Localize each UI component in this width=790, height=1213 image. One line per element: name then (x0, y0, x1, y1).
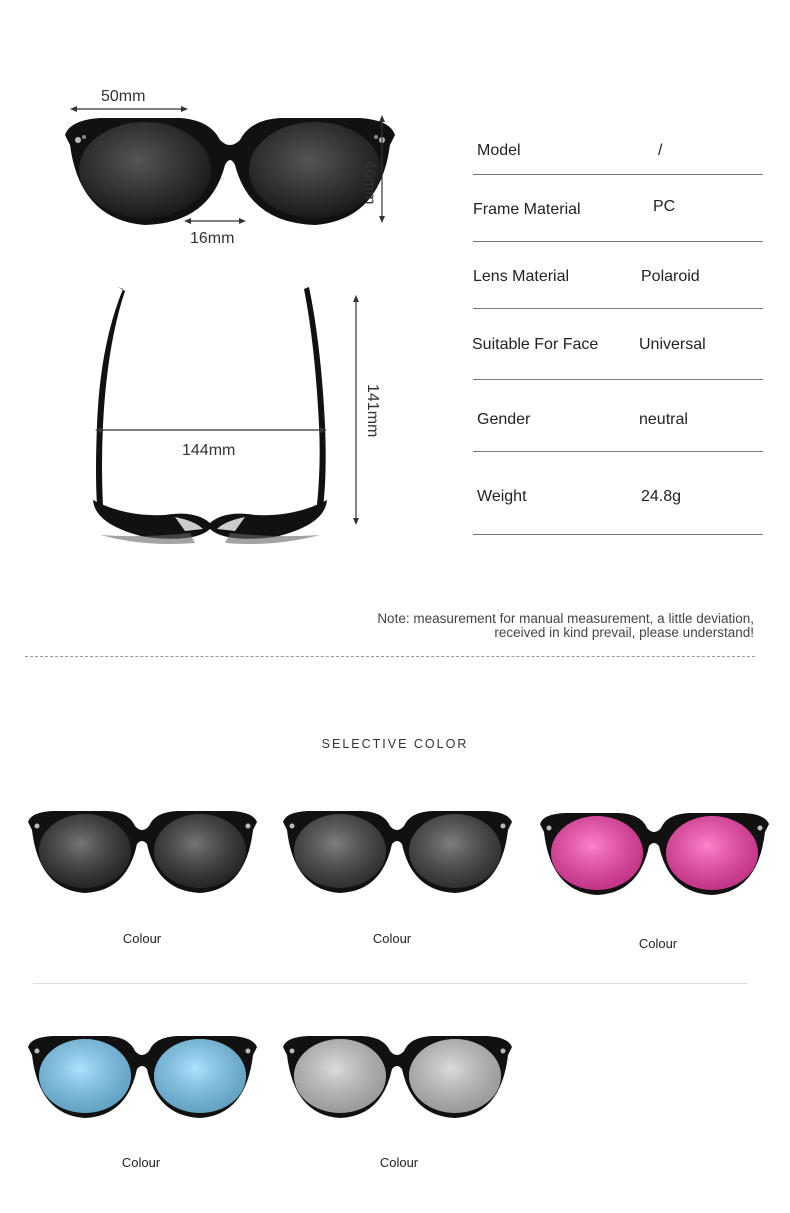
color-option-1-glasses[interactable] (25, 808, 260, 898)
colour-label-3: Colour (638, 936, 678, 951)
spec-row-gender (473, 380, 763, 452)
lens-left-shine (39, 1039, 131, 1113)
spec-row-weight (473, 452, 763, 535)
spec-row-lens-material (473, 242, 763, 309)
spec-key: Frame Material (473, 201, 581, 218)
colour-label-1: Colour (122, 931, 162, 946)
frame-width-arrow (95, 425, 327, 435)
bridge-width-arrow (184, 216, 246, 226)
spec-value: Polaroid (641, 268, 700, 285)
frame-width-label: 144mm (182, 442, 236, 459)
spec-row-suitable-face (473, 309, 763, 380)
lens-width-label: 50mm (101, 88, 146, 105)
lens-left-shine (39, 814, 131, 888)
color-option-5-glasses[interactable] (280, 1033, 515, 1123)
top-view-glasses-image (85, 285, 335, 555)
colour-label-2: Colour (372, 931, 412, 946)
colour-label-5: Colour (379, 1155, 419, 1170)
lens-height-arrow (377, 115, 387, 223)
spec-value: / (658, 142, 663, 159)
lens-left-shine (294, 814, 386, 888)
spec-row-frame-material (473, 175, 763, 242)
colour-label-4: Colour (121, 1155, 161, 1170)
color-option-3-glasses[interactable] (537, 810, 772, 900)
spec-value: 24.8g (641, 488, 682, 505)
lens-left-shine (294, 1039, 386, 1113)
lens-right-shine (154, 814, 246, 888)
dashed-divider (25, 656, 755, 657)
temple-length-arrow (351, 295, 361, 525)
selective-color-title: SELECTIVE COLOR (321, 737, 469, 751)
lens-right-shine (154, 1039, 246, 1113)
measurement-note (377, 612, 754, 640)
color-option-2-glasses[interactable] (280, 808, 515, 898)
note-line-2: received in kind prevail, please understand! (494, 625, 754, 640)
spec-key: Model (477, 142, 521, 159)
lens-right-shine (409, 814, 501, 888)
spec-key: Suitable For Face (472, 336, 599, 353)
lens-left-shine (551, 816, 643, 890)
temple-length-label: 141mm (364, 384, 381, 438)
spec-key: Lens Material (473, 268, 570, 285)
spec-key: Weight (477, 488, 527, 505)
note-line-1: Note: measurement for manual measurement, a little deviation, (377, 611, 754, 626)
lens-right-shine (409, 1039, 501, 1113)
lens-height-label: 46mm (361, 160, 378, 205)
spec-value: PC (653, 198, 676, 215)
spec-value: Universal (639, 336, 706, 353)
color-option-4-glasses[interactable] (25, 1033, 260, 1123)
lens-right-shine (666, 816, 758, 890)
color-row-divider (33, 983, 748, 984)
spec-value: neutral (639, 411, 688, 428)
bridge-width-label: 16mm (190, 230, 235, 247)
spec-key: Gender (477, 411, 531, 428)
spec-row-model (473, 128, 763, 175)
